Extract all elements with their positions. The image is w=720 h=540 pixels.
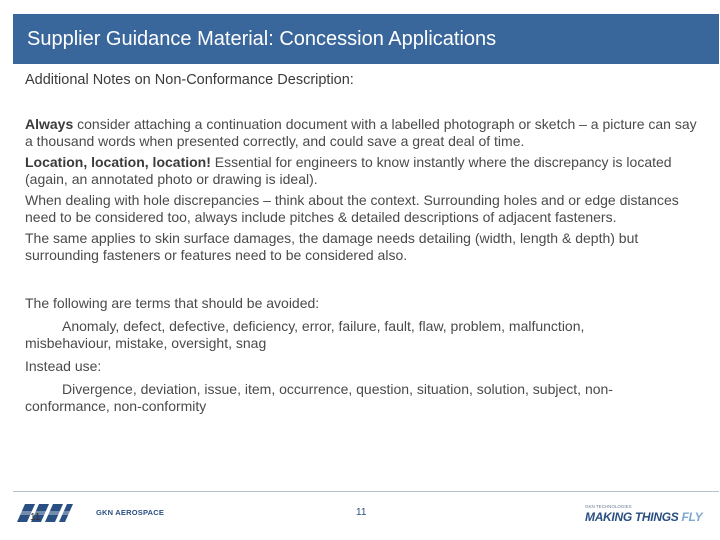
footer-divider — [13, 491, 719, 492]
title-bar — [13, 14, 719, 64]
instead-terms-line2: conformance, non-conformity — [25, 398, 207, 414]
paragraph-holes — [25, 192, 705, 226]
paragraph-text: When dealing with hole discrepancies – think about the context. Surrounding holes and or edge distances need to be considered too, always include pitches & detailed descriptions of adjacent fasteners. — [25, 192, 679, 225]
avoid-intro: The following are terms that should be avoided: — [25, 295, 320, 311]
instead-terms — [25, 381, 705, 415]
page-title: Supplier Guidance Material: Concession Applications — [27, 28, 497, 50]
tagline-part2: FLY — [681, 510, 703, 524]
footer — [0, 488, 720, 540]
content-area — [25, 72, 705, 419]
gkn-logo-icon — [15, 502, 75, 524]
instead-terms-line1: Divergence, deviation, issue, item, occurrence, question, situation, solution, subject, non- — [62, 381, 613, 397]
tagline-small: GKN TECHNOLOGIES — [585, 504, 632, 509]
paragraph-attach — [25, 116, 705, 150]
paragraph-text: The same applies to skin surface damages, the damage needs detailing (width, length & depth) but surrounding fasteners or features need to be considered also. — [25, 230, 639, 263]
paragraph-lead: Always — [25, 116, 74, 132]
avoid-terms — [25, 318, 705, 352]
paragraph-lead: Location, location, location! — [25, 154, 211, 170]
tagline — [585, 510, 702, 524]
paragraph-skin — [25, 230, 705, 264]
avoid-terms-line2: misbehaviour, mistake, oversight, snag — [25, 335, 267, 351]
paragraph-location — [25, 154, 705, 188]
page-marker: 11 — [30, 512, 41, 523]
paragraph-text: Essential for engineers to know instantly where the discrepancy is located (again, an annotated photo or drawing is ideal). — [25, 154, 672, 187]
brand-name: GKN AEROSPACE — [96, 508, 165, 517]
page-number: 11 — [356, 507, 367, 518]
tagline-part1: MAKING THINGS — [585, 510, 679, 524]
avoid-terms-line1: Anomaly, defect, defective, deficiency, error, failure, fault, flaw, problem, malfunction, — [62, 318, 585, 334]
instead-intro: Instead use: — [25, 358, 102, 374]
section-subheading: Additional Notes on Non-Conformance Description: — [25, 72, 354, 88]
paragraph-text: consider attaching a continuation document with a labelled photograph or sketch – a picture can say a thousand words when presented correctly, and could save a great deal of time. — [25, 116, 697, 149]
